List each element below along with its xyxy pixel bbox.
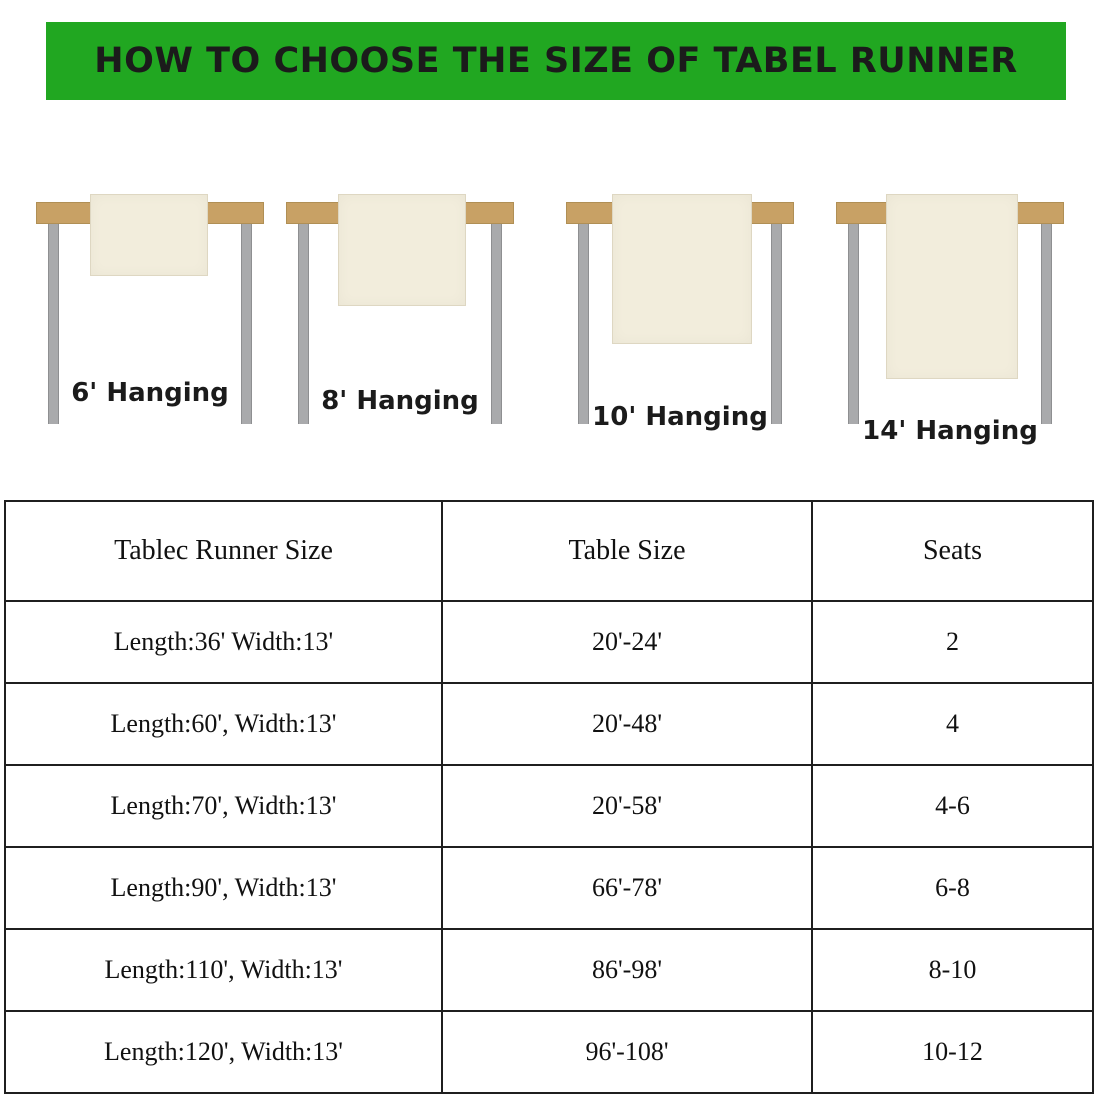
cell-table-size: 20'-24' xyxy=(442,601,812,683)
cell-runner-size: Length:120', Width:13' xyxy=(5,1011,442,1093)
table-runner-illustration xyxy=(830,180,1070,460)
cell-table-size: 20'-48' xyxy=(442,683,812,765)
table-runner-illustration xyxy=(560,180,800,460)
column-header-seats: Seats xyxy=(812,501,1093,601)
table-runner-illustration xyxy=(30,180,270,460)
cell-runner-size: Length:60', Width:13' xyxy=(5,683,442,765)
cell-seats: 10-12 xyxy=(812,1011,1093,1093)
cell-table-size: 66'-78' xyxy=(442,847,812,929)
size-chart-table xyxy=(4,500,1094,1094)
table-runner-illustration xyxy=(280,180,520,460)
table-leg-icon xyxy=(1041,224,1052,424)
table-leg-icon xyxy=(771,224,782,424)
illustration-label: 10' Hanging xyxy=(592,402,768,432)
cell-seats: 4-6 xyxy=(812,765,1093,847)
cell-runner-size: Length:70', Width:13' xyxy=(5,765,442,847)
table-leg-icon xyxy=(578,224,589,424)
page-title: HOW TO CHOOSE THE SIZE OF TABEL RUNNER xyxy=(94,41,1018,81)
table-row xyxy=(5,601,1093,683)
table-row xyxy=(5,765,1093,847)
table-row xyxy=(5,1011,1093,1093)
cell-seats: 8-10 xyxy=(812,929,1093,1011)
table-header-row xyxy=(5,501,1093,601)
runner-cloth-icon xyxy=(612,194,752,344)
table-row xyxy=(5,929,1093,1011)
cell-runner-size: Length:36' Width:13' xyxy=(5,601,442,683)
illustration-label: 14' Hanging xyxy=(862,416,1038,446)
runner-cloth-icon xyxy=(338,194,466,306)
table-leg-icon xyxy=(848,224,859,424)
cell-table-size: 86'-98' xyxy=(442,929,812,1011)
column-header-runner-size: Tablec Runner Size xyxy=(5,501,442,601)
runner-cloth-icon xyxy=(886,194,1018,379)
cell-seats: 6-8 xyxy=(812,847,1093,929)
cell-runner-size: Length:110', Width:13' xyxy=(5,929,442,1011)
illustration-label: 8' Hanging xyxy=(321,386,479,416)
header-banner xyxy=(46,22,1066,100)
column-header-table-size: Table Size xyxy=(442,501,812,601)
runner-cloth-icon xyxy=(90,194,208,276)
cell-seats: 2 xyxy=(812,601,1093,683)
cell-table-size: 20'-58' xyxy=(442,765,812,847)
illustration-label: 6' Hanging xyxy=(71,378,229,408)
cell-table-size: 96'-108' xyxy=(442,1011,812,1093)
cell-seats: 4 xyxy=(812,683,1093,765)
cell-runner-size: Length:90', Width:13' xyxy=(5,847,442,929)
table-row xyxy=(5,683,1093,765)
table-row xyxy=(5,847,1093,929)
illustration-strip xyxy=(0,180,1097,460)
